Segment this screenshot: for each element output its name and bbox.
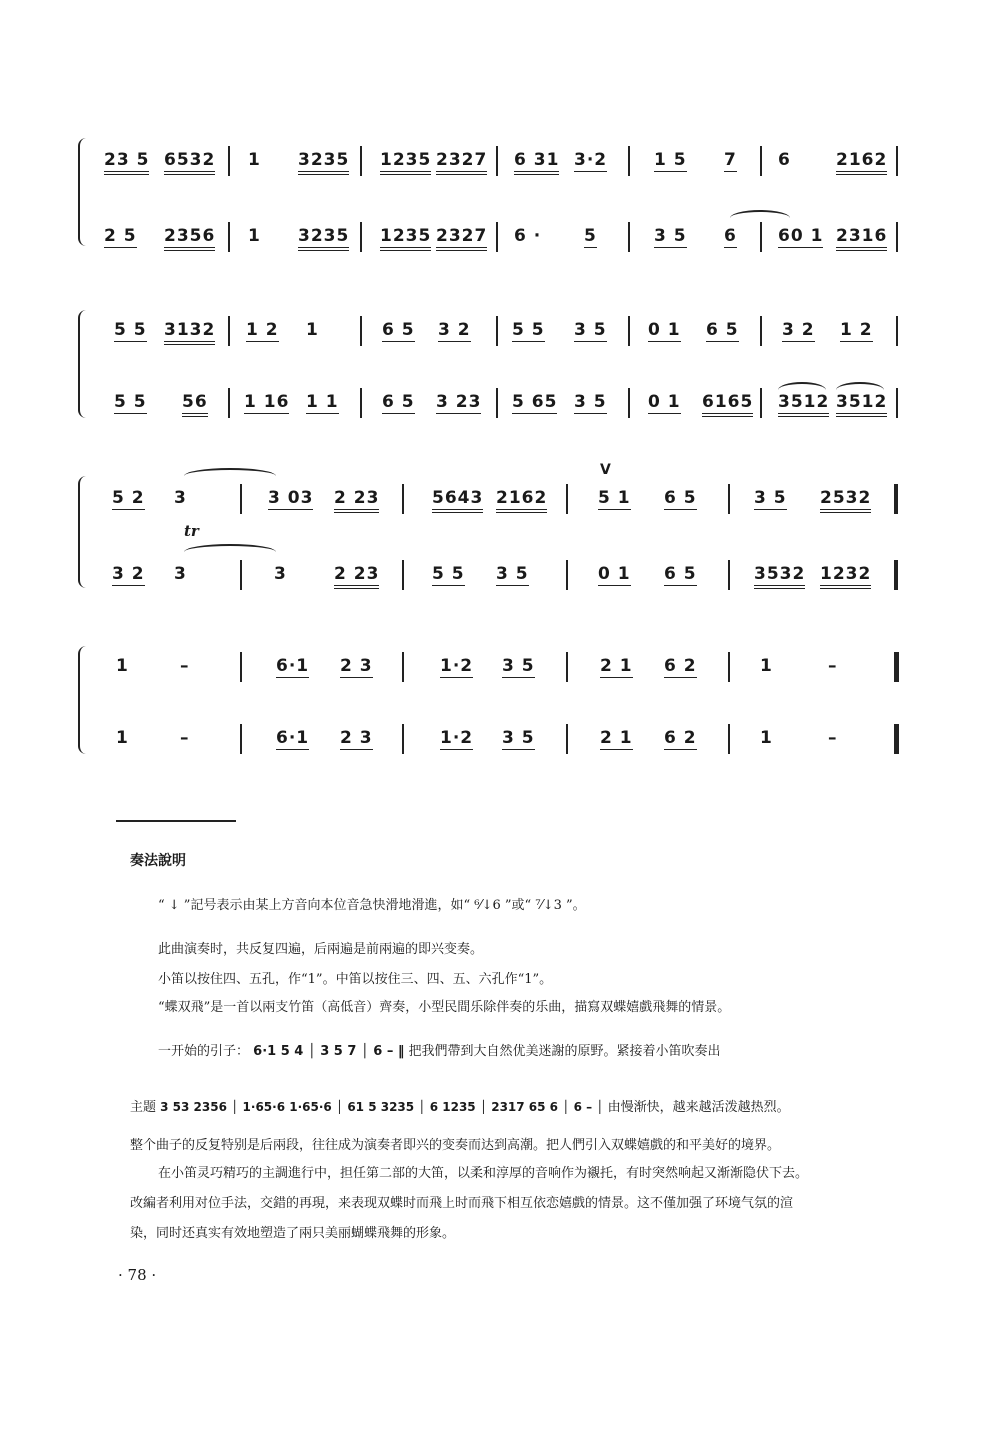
note-group: 1 5 bbox=[654, 150, 687, 170]
note-group: 2 3 bbox=[340, 656, 373, 676]
score-system-4 bbox=[84, 640, 900, 760]
lower-part-row bbox=[98, 218, 900, 258]
note-group: 3·2 bbox=[574, 150, 608, 170]
lower-part-row bbox=[98, 384, 900, 424]
note-group: 6 5 bbox=[664, 488, 697, 508]
note-group: 1·2 bbox=[440, 656, 474, 676]
intro-notation: 6·1 5 4 │ 3 5 7 │ 6 – ‖ bbox=[253, 1044, 405, 1059]
bar-line bbox=[402, 484, 404, 514]
intro-label: 一开始的引子： bbox=[158, 1044, 250, 1059]
bar-line bbox=[240, 484, 242, 514]
note-group: 2 5 bbox=[104, 226, 137, 246]
note-group: 1 bbox=[116, 728, 129, 748]
note-group: – bbox=[828, 728, 838, 748]
note-group: – bbox=[828, 656, 838, 676]
note-group: 6 5 bbox=[382, 392, 415, 412]
bar-line bbox=[402, 560, 404, 590]
bar-line bbox=[896, 316, 898, 346]
note-group: 5643 bbox=[432, 488, 483, 513]
note-group: 3 2 bbox=[782, 320, 815, 340]
note-group: 6 5 bbox=[664, 564, 697, 584]
note-group: 6 2 bbox=[664, 656, 697, 676]
bar-line bbox=[402, 724, 404, 754]
note-group: 5 5 bbox=[114, 392, 147, 412]
note-group: 3 5 bbox=[496, 564, 529, 584]
system-brace bbox=[78, 310, 88, 418]
note-group: 5 2 bbox=[112, 488, 145, 508]
bar-line bbox=[240, 652, 242, 682]
note-group: 3 5 bbox=[574, 392, 607, 412]
bar-line bbox=[360, 222, 362, 252]
bar-line bbox=[728, 652, 730, 682]
note-group: 3 5 bbox=[574, 320, 607, 340]
note-group: 6 31 bbox=[514, 150, 559, 175]
note-group: 5 65 bbox=[512, 392, 558, 412]
note-group: 3 bbox=[174, 564, 187, 584]
note-group: 5 5 bbox=[114, 320, 147, 340]
slur bbox=[184, 544, 276, 560]
note-group: 1 bbox=[116, 656, 129, 676]
note-group: 1 1 bbox=[306, 392, 339, 412]
note-group: 6·1 bbox=[276, 728, 310, 748]
note-group: 23 5 bbox=[104, 150, 149, 175]
lower-part-row bbox=[98, 720, 900, 760]
upper-part-row bbox=[98, 462, 900, 520]
note-group: 5 5 bbox=[512, 320, 545, 340]
score-system-1 bbox=[84, 132, 900, 252]
note-line-8: 在小笛灵巧精巧的主調進行中，担任第二部的大笛，以柔和淳厚的音响作为襯托，有时突然响起又渐渐隐伏下去。 bbox=[158, 1166, 809, 1181]
system-brace bbox=[78, 646, 88, 754]
note-line-6 bbox=[130, 1096, 790, 1115]
bow-mark: V bbox=[600, 462, 611, 478]
note-group: 3 5 bbox=[502, 656, 535, 676]
note-group: 1235 bbox=[380, 226, 431, 251]
note-group: 6 5 bbox=[382, 320, 415, 340]
bar-line bbox=[228, 388, 230, 418]
bar-line bbox=[728, 560, 730, 590]
note-group: 1235 bbox=[380, 150, 431, 175]
note-group: 1 bbox=[248, 226, 261, 246]
section-rule bbox=[116, 820, 236, 822]
note-group: 1 2 bbox=[246, 320, 279, 340]
note-group: 2316 bbox=[836, 226, 887, 251]
bar-line bbox=[728, 724, 730, 754]
note-group: 3 5 bbox=[654, 226, 687, 246]
note-group: 5 bbox=[584, 226, 597, 246]
notes-heading: 奏法說明 bbox=[130, 853, 186, 869]
repeat-bar-line bbox=[894, 560, 898, 590]
note-group: 3 03 bbox=[268, 488, 314, 508]
note-line-9: 改編者利用对位手法，交錯的再現，来表现双蝶时而飛上时而飛下相互依恋嬉戲的情景。这不僅加强了环境气氛的渲 bbox=[130, 1196, 794, 1211]
bar-line bbox=[496, 146, 498, 176]
bar-line bbox=[228, 316, 230, 346]
score-system-2 bbox=[84, 304, 900, 424]
note-group: 6 · bbox=[514, 226, 542, 246]
bar-line bbox=[760, 222, 762, 252]
note-group: 3 bbox=[274, 564, 287, 584]
note-group: 3235 bbox=[298, 150, 349, 175]
note-group: 1 bbox=[760, 656, 773, 676]
note-group: 6·1 bbox=[276, 656, 310, 676]
bar-line bbox=[240, 724, 242, 754]
note-group: 1 bbox=[306, 320, 319, 340]
bar-line bbox=[628, 316, 630, 346]
bar-line bbox=[760, 388, 762, 418]
note-group: 2 3 bbox=[340, 728, 373, 748]
bar-line bbox=[628, 388, 630, 418]
note-line-2: 此曲演奏时，共反复四遍，后兩遍是前兩遍的即兴变奏。 bbox=[158, 942, 484, 957]
bar-line bbox=[228, 222, 230, 252]
bar-line bbox=[728, 484, 730, 514]
bar-line bbox=[566, 484, 568, 514]
repeat-bar-line bbox=[894, 484, 898, 514]
note-group: 6165 bbox=[702, 392, 753, 417]
note-group: 56 bbox=[182, 392, 208, 417]
note-group: 2327 bbox=[436, 226, 487, 251]
note-group: 1·2 bbox=[440, 728, 474, 748]
note-group: 2162 bbox=[836, 150, 887, 175]
intro-description: 把我們帶到大自然优美迷謝的原野。紧接着小笛吹奏出 bbox=[408, 1044, 721, 1059]
system-brace bbox=[78, 138, 88, 246]
note-line-1: “ ↓ ”記号表示由某上方音向本位音急快滑地滑進，如“ ⁶⁄↓6 ”或“ ⁷⁄↓3 ”。 bbox=[158, 898, 586, 913]
lower-part-row bbox=[98, 556, 900, 596]
bar-line bbox=[628, 222, 630, 252]
note-group: 2 1 bbox=[600, 728, 633, 748]
note-group: 6 2 bbox=[664, 728, 697, 748]
note-group: 3235 bbox=[298, 226, 349, 251]
note-group: 1 bbox=[760, 728, 773, 748]
note-group: 3 5 bbox=[502, 728, 535, 748]
note-group: 2 23 bbox=[334, 564, 379, 589]
final-bar-line bbox=[894, 652, 899, 682]
note-group: 3512 bbox=[778, 392, 829, 417]
bar-line bbox=[360, 316, 362, 346]
note-line-5 bbox=[158, 1040, 721, 1059]
upper-part-row bbox=[98, 312, 900, 352]
note-group: 3 5 bbox=[754, 488, 787, 508]
note-group: 6532 bbox=[164, 150, 215, 175]
trill-mark: tr bbox=[184, 522, 199, 540]
note-group: 6 bbox=[778, 150, 791, 170]
note-group: 60 1 bbox=[778, 226, 824, 246]
page-number: · 78 · bbox=[118, 1266, 157, 1284]
note-group: 0 1 bbox=[598, 564, 631, 584]
final-bar-line bbox=[894, 724, 899, 754]
bar-line bbox=[360, 388, 362, 418]
note-group: 2356 bbox=[164, 226, 215, 251]
bar-line bbox=[566, 560, 568, 590]
score-system-3 bbox=[84, 462, 900, 594]
note-group: 3 2 bbox=[438, 320, 471, 340]
bar-line bbox=[896, 222, 898, 252]
theme-label: 主题 bbox=[130, 1100, 157, 1115]
note-line-4: “蝶双飛”是一首以兩支竹笛（高低音）齊奏，小型民間乐除伴奏的乐曲，描寫双蝶嬉戲飛舞的情景。 bbox=[158, 1000, 731, 1015]
note-line-7: 整个曲子的反复特别是后兩段，往往成为演奏者即兴的变奏而达到高潮。把人們引入双蝶嬉戲的和平美好的境界。 bbox=[130, 1138, 781, 1153]
note-line-3: 小笛以按住四、五孔，作“1”。中笛以按住三、四、五、六孔作“1”。 bbox=[158, 972, 553, 987]
note-group: 0 1 bbox=[648, 320, 681, 340]
bar-line bbox=[566, 652, 568, 682]
theme-description: 由慢渐快，越来越活泼越热烈。 bbox=[607, 1100, 790, 1115]
note-group: 7 bbox=[724, 150, 737, 170]
note-group: 5 5 bbox=[432, 564, 465, 584]
upper-part-row bbox=[98, 648, 900, 688]
bar-line bbox=[360, 146, 362, 176]
note-line-10: 染，同时还真实有效地塑造了兩只美丽蝴蝶飛舞的形象。 bbox=[130, 1226, 456, 1241]
note-group: 2162 bbox=[496, 488, 547, 513]
bar-line bbox=[896, 146, 898, 176]
system-brace bbox=[78, 476, 88, 588]
note-group: 5 1 bbox=[598, 488, 631, 508]
note-group: 1 2 bbox=[840, 320, 873, 340]
note-group: 0 1 bbox=[648, 392, 681, 412]
bar-line bbox=[760, 146, 762, 176]
note-group: 2 1 bbox=[600, 656, 633, 676]
note-group: 1232 bbox=[820, 564, 871, 589]
bar-line bbox=[566, 724, 568, 754]
bar-line bbox=[402, 652, 404, 682]
bar-line bbox=[228, 146, 230, 176]
bar-line bbox=[760, 316, 762, 346]
bar-line bbox=[628, 146, 630, 176]
note-group: 3512 bbox=[836, 392, 887, 417]
note-group: – bbox=[180, 728, 190, 748]
note-group: 2532 bbox=[820, 488, 871, 513]
note-group: 6 bbox=[724, 226, 737, 246]
slur bbox=[184, 468, 276, 484]
note-group: 3532 bbox=[754, 564, 805, 589]
note-group: 3 bbox=[174, 488, 187, 508]
bar-line bbox=[496, 388, 498, 418]
note-group: 3 2 bbox=[112, 564, 145, 584]
note-group: 1 bbox=[248, 150, 261, 170]
note-group: 2 23 bbox=[334, 488, 379, 513]
note-group: 6 5 bbox=[706, 320, 739, 340]
upper-part-row bbox=[98, 142, 900, 182]
theme-notation: 3 53 2356 │ 1·65·6 1·65·6 │ 61 5 3235 │ 6 1235 │ 2317 65 6 │ 6 – │ bbox=[160, 1100, 604, 1114]
note-group: – bbox=[180, 656, 190, 676]
bar-line bbox=[240, 560, 242, 590]
bar-line bbox=[496, 222, 498, 252]
note-group: 1 16 bbox=[244, 392, 290, 412]
bar-line bbox=[896, 388, 898, 418]
bar-line bbox=[496, 316, 498, 346]
note-group: 3 23 bbox=[436, 392, 482, 412]
note-group: 2327 bbox=[436, 150, 487, 175]
note-group: 3132 bbox=[164, 320, 215, 345]
